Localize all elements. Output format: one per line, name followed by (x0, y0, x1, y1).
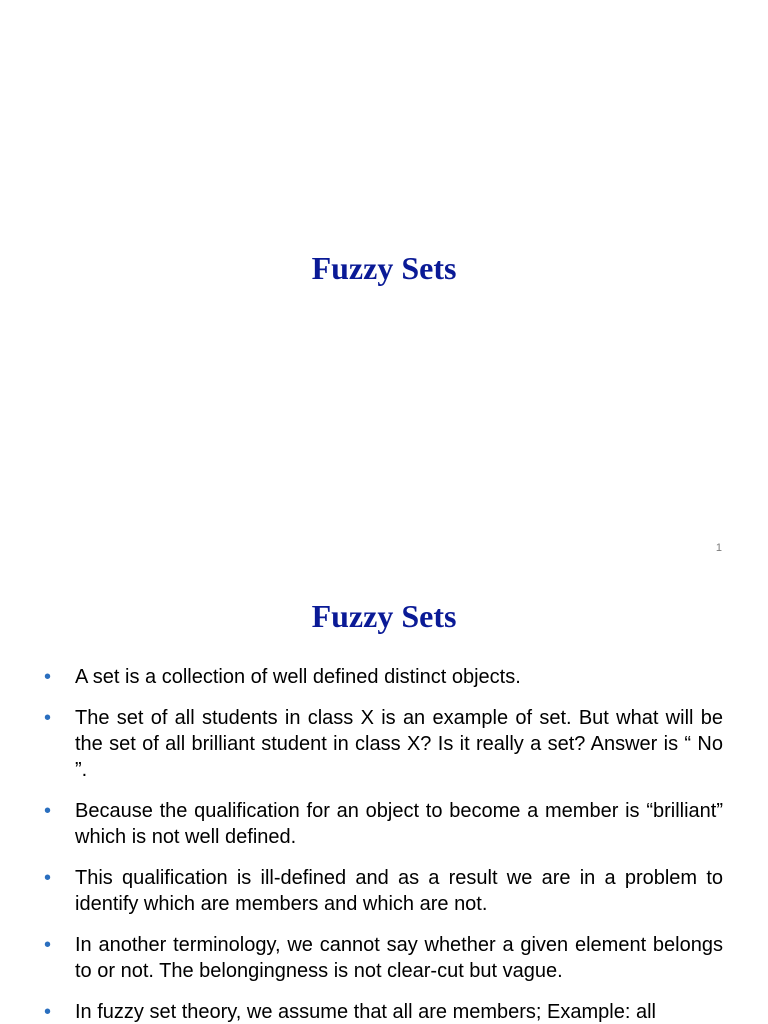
slide-title: Fuzzy Sets (311, 250, 457, 286)
bullet-text: This qualification is ill-defined and as a result we are in a problem to identify which are members and which are not. (75, 867, 723, 915)
bullet-icon: • (44, 666, 52, 688)
bullet-icon: • (44, 1001, 52, 1023)
bullet-text: A set is a collection of well defined distinct objects. (75, 666, 521, 688)
bullet-item (0, 664, 768, 690)
bullet-item (0, 798, 768, 850)
slide-2 (0, 576, 768, 1024)
bullet-item (0, 865, 768, 917)
bullet-item (0, 705, 768, 783)
bullet-icon: • (44, 934, 52, 956)
bullet-icon: • (44, 867, 52, 889)
bullet-list (0, 664, 768, 1024)
bullet-text: Because the qualification for an object to become a member is “brilliant” which is not well defined. (75, 800, 723, 848)
bullet-text: In fuzzy set theory, we assume that all are members; Example: all (75, 1001, 656, 1023)
bullet-text: The set of all students in class X is an example of set. But what will be the set of all brilliant student in class X? Is it really a set? Answer is “ No ”. (75, 707, 723, 781)
slide-title: Fuzzy Sets (311, 598, 457, 634)
page-number: 1 (715, 542, 722, 554)
bullet-icon: • (44, 800, 52, 822)
bullet-item (0, 999, 768, 1024)
bullet-icon: • (44, 707, 52, 729)
bullet-text: In another terminology, we cannot say whether a given element belongs to or not. The belongingness is not clear-cut but vague. (75, 934, 723, 982)
bullet-item (0, 932, 768, 984)
